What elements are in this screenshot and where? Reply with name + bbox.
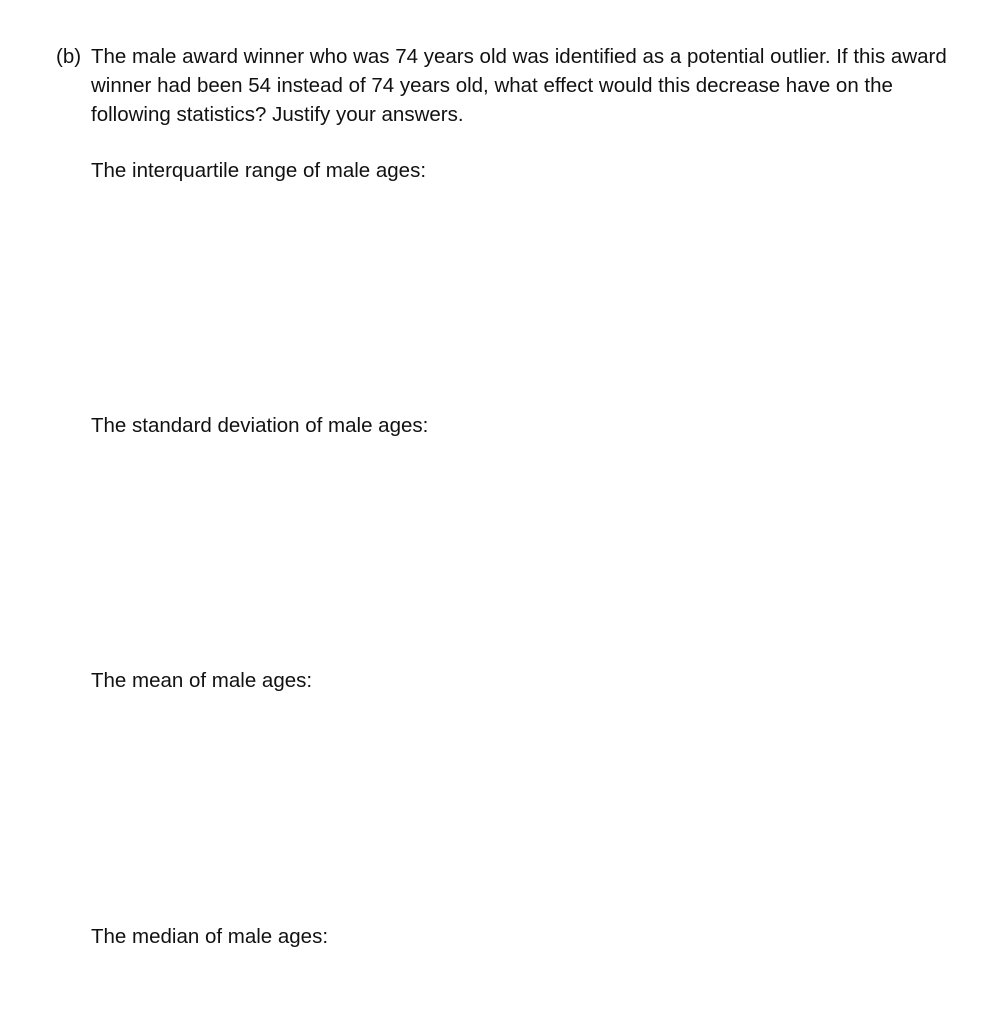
answer-space-median: [91, 956, 951, 1016]
question-part-b: [56, 42, 956, 129]
answer-space-standard-deviation: [91, 445, 951, 660]
answer-space-interquartile-range: [91, 190, 951, 405]
prompt-median: The median of male ages:: [91, 925, 329, 948]
prompt-standard-deviation: The standard deviation of male ages:: [91, 414, 429, 437]
answer-space-mean: [91, 700, 951, 915]
prompt-mean: The mean of male ages:: [91, 669, 313, 692]
question-label: (b): [56, 45, 82, 68]
question-text: The male award winner who was 74 years old was identified as a potential outlier. If this award winner had been 54 instead of 74 years old, what effect would this decrease have on the following statistics? Justify your answers.: [91, 45, 947, 126]
prompt-interquartile-range: The interquartile range of male ages:: [91, 159, 427, 182]
